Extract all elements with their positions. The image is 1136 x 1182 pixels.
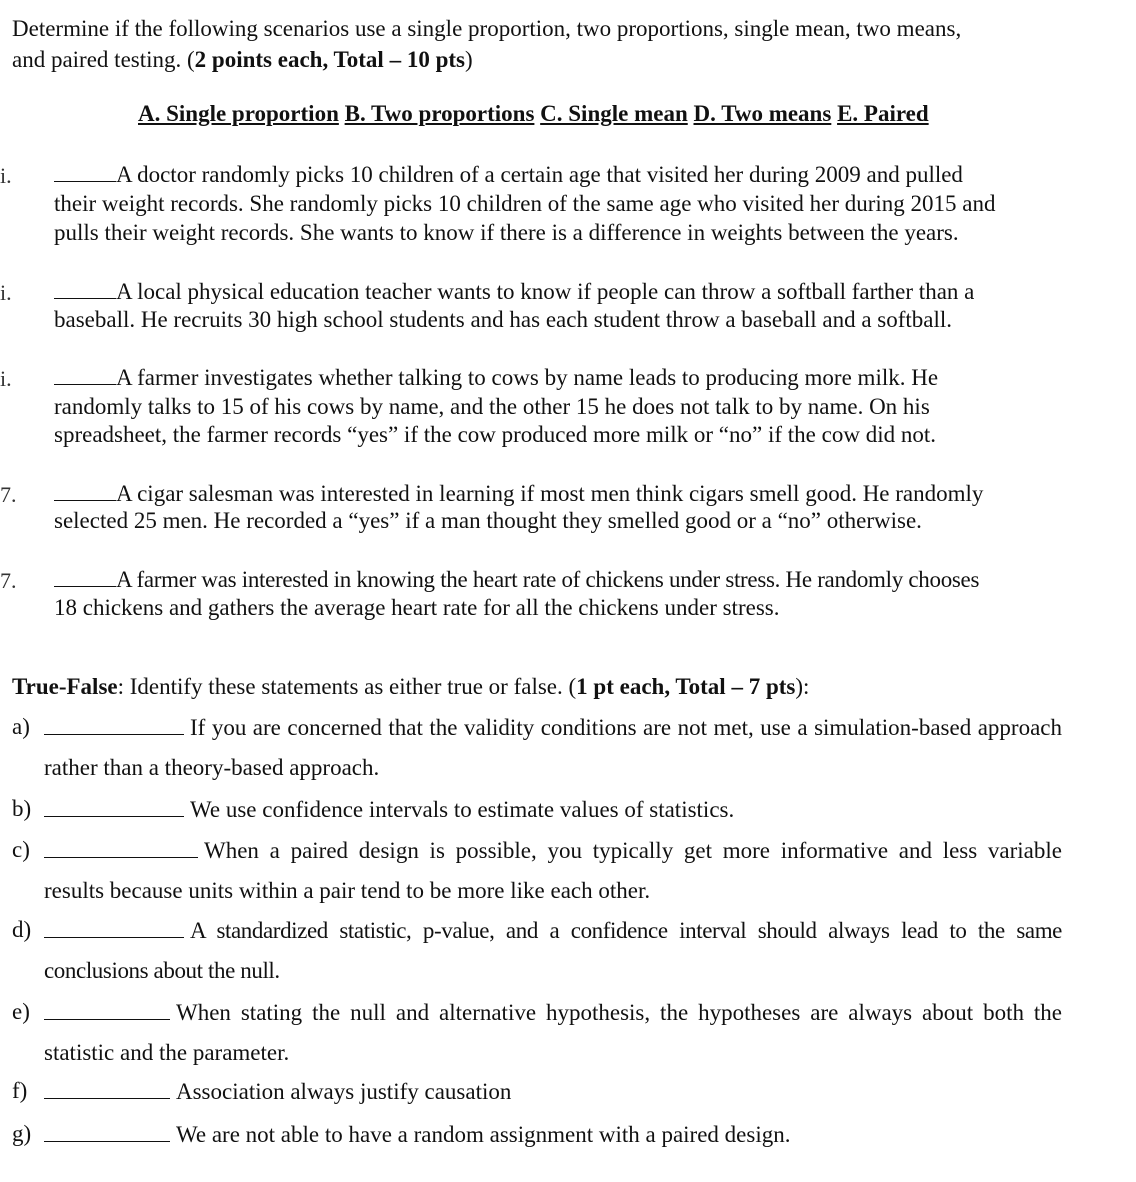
tf-letter: c) (12, 837, 30, 862)
item-marker: 7. (0, 482, 17, 507)
scenario-2 (54, 277, 1062, 306)
section2-title: True-False (12, 674, 118, 699)
instructions-post: ) (464, 47, 473, 72)
section2-instr: : Identify these statements as either true or false. ( (117, 674, 577, 699)
answer-blank[interactable] (44, 798, 184, 817)
answer-blank[interactable] (44, 839, 198, 858)
tf-item-g (44, 1115, 1062, 1155)
answer-blank[interactable] (44, 716, 184, 735)
tf-letter: g) (12, 1121, 32, 1146)
scenario-1-line2: their weight records. She randomly picks 10 children of the same age who visited her during 2015 and (54, 191, 996, 216)
tf-item-c (44, 831, 1062, 911)
scenario-3 (54, 363, 1062, 392)
tf-item-d (44, 911, 1062, 991)
section2-points: 1 pt each, Total – 7 pts (576, 674, 796, 699)
section2-instructions (12, 673, 809, 701)
tf-letter: e) (12, 999, 30, 1024)
scenario-5 (54, 565, 1062, 594)
answer-blank[interactable] (44, 1001, 170, 1020)
scenario-line: A farmer investigates whether talking to cows by name leads to producing more milk. He (116, 365, 939, 390)
scenario-line: A local physical education teacher wants to know if people can throw a softball farther than a (116, 279, 975, 304)
tf-statement: If you are concerned that the validity conditions are not met, use a simulation-based approach rather than a theory-based approach. (44, 715, 1062, 780)
answer-blank[interactable] (54, 482, 116, 501)
scenario-5-line2: 18 chickens and gathers the average heart rate for all the chickens under stress. (54, 595, 780, 620)
scenario-line: A doctor randomly picks 10 children of a certain age that visited her during 2009 and pulled (116, 162, 963, 187)
tf-item-f (44, 1072, 1062, 1112)
tf-letter: f) (12, 1078, 28, 1103)
choice-d: D. Two means (693, 101, 832, 126)
tf-statement: We are not able to have a random assignment with a paired design. (176, 1122, 791, 1147)
scenario-1-line3: pulls their weight records. She wants to know if there is a difference in weights between the years. (54, 220, 959, 245)
points-label: 2 points each, Total – 10 pts (194, 47, 465, 72)
scenario-2-line2: baseball. He recruits 30 high school students and has each student throw a baseball and a softball. (54, 307, 953, 332)
answer-blank[interactable] (54, 163, 116, 182)
choice-c: C. Single mean (540, 101, 688, 126)
instructions-pre: and paired testing. ( (12, 47, 195, 72)
tf-letter: a) (12, 714, 30, 739)
tf-statement: When a paired design is possible, you typically get more informative and less variable results because units within a pair tend to be more like each other. (44, 838, 1062, 903)
scenario-3-line2: randomly talks to 15 of his cows by name, and the other 15 he does not talk to by name. On his (54, 394, 930, 419)
item-marker: i. (0, 280, 12, 305)
tf-item-a (44, 708, 1062, 788)
choice-b: B. Two proportions (344, 101, 535, 126)
tf-item-e (44, 993, 1062, 1073)
tf-statement: We use confidence intervals to estimate values of statistics. (190, 797, 735, 822)
tf-statement: Association always justify causation (176, 1079, 512, 1104)
scenario-4 (54, 479, 1062, 508)
item-marker: i. (0, 163, 12, 188)
answer-blank[interactable] (44, 1123, 170, 1142)
answer-choices (138, 101, 929, 127)
section2-instr-post: ): (795, 674, 810, 699)
item-marker: 7. (0, 568, 17, 593)
section1-instructions-line2 (12, 46, 473, 74)
section1-instructions-line1: Determine if the following scenarios use a single proportion, two proportions, single mean, two means, (12, 16, 962, 41)
answer-blank[interactable] (44, 919, 184, 938)
scenario-line: A cigar salesman was interested in learning if most men think cigars smell good. He randomly (116, 481, 984, 506)
tf-letter: d) (12, 917, 32, 942)
answer-blank[interactable] (54, 366, 116, 385)
tf-statement: When stating the null and alternative hypothesis, the hypotheses are always about both the statistic and the parameter. (44, 1000, 1062, 1065)
item-marker: i. (0, 366, 12, 391)
tf-statement: A standardized statistic, p-value, and a confidence interval should always lead to the same conclusions about the null. (44, 918, 1062, 983)
answer-blank[interactable] (44, 1080, 170, 1099)
scenario-4-line2: selected 25 men. He recorded a “yes” if a man thought they smelled good or a “no” otherwise. (54, 508, 922, 533)
scenario-1 (54, 160, 1062, 189)
answer-blank[interactable] (54, 568, 116, 587)
choice-e: E. Paired (837, 101, 929, 126)
tf-letter: b) (12, 796, 32, 821)
tf-item-b (44, 790, 1062, 830)
answer-blank[interactable] (54, 280, 116, 299)
scenario-line: A farmer was interested in knowing the heart rate of chickens under stress. He randomly chooses (116, 567, 980, 592)
choice-a: A. Single proportion (138, 101, 339, 126)
scenario-3-line3: spreadsheet, the farmer records “yes” if the cow produced more milk or “no” if the cow did not. (54, 422, 936, 447)
